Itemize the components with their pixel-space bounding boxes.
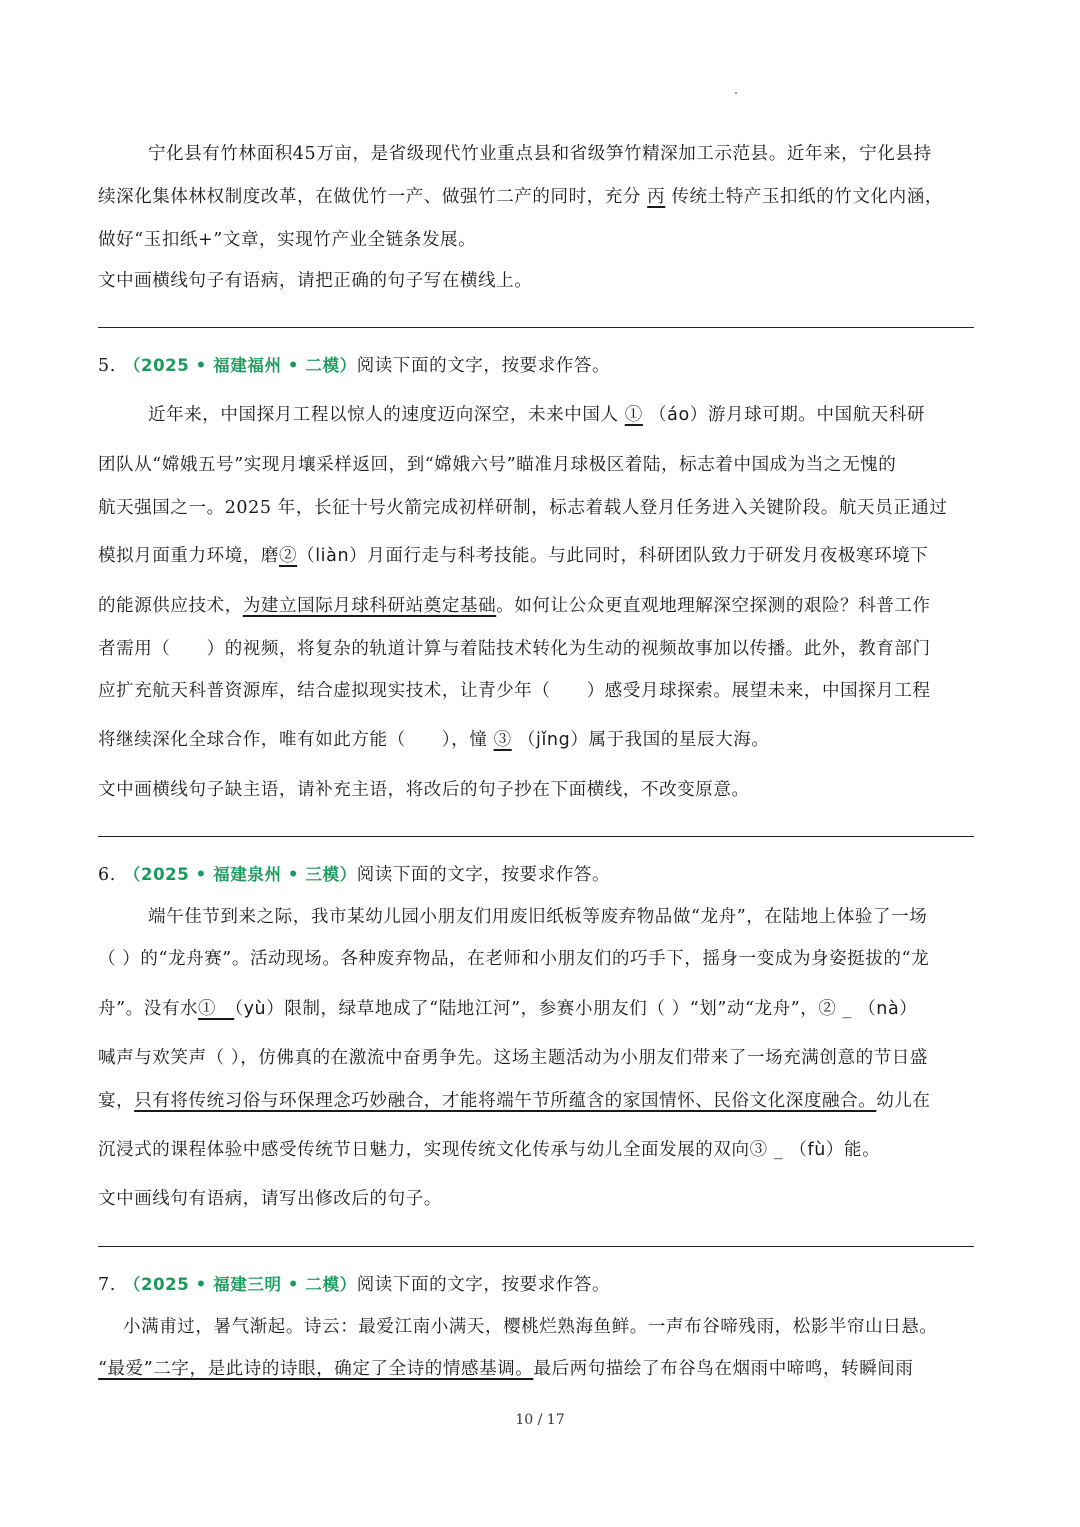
q6-text: 沉浸式的课程体验中感受传统节日魅力，实现传统文化传承与幼儿全面发展的双向③ _ xyxy=(98,1140,790,1160)
q6-line-4: 喊声与欢笑声（ ），仿佛真的在激流中奋勇争先。这场主题活动为小朋友们带来了一场充满创意的节日盛 xyxy=(98,1048,929,1068)
blank-underlined: 丙 xyxy=(647,187,666,207)
answer-line xyxy=(98,327,974,328)
intro-line-2 xyxy=(98,183,978,208)
q6-pinyin-1: （yù） xyxy=(234,999,285,1019)
q6-text: 限制，绿草地成了“陆地江河”，参赛小朋友们（ ）“划”动“龙舟”，② _ xyxy=(284,999,859,1019)
intro-line-3: 做好“玉扣纸+”文章，实现竹产业全链条发展。 xyxy=(98,230,477,250)
q5-source: （2025 • 福建福州 • 二模） xyxy=(123,356,357,375)
q6-text: 能。 xyxy=(844,1140,881,1160)
q7-text: 最后两句描绘了布谷鸟在烟雨中啼鸣，转瞬间雨 xyxy=(533,1359,914,1379)
q6-pinyin-2: （nà） xyxy=(858,999,918,1019)
intro-text: 续深化集体林权制度改革，在做优竹一产、做强竹二产的同时，充分 xyxy=(98,187,641,207)
q5-pinyin-2: （liàn） xyxy=(297,546,368,566)
q6-line-5 xyxy=(98,1087,978,1112)
q5-text: 模拟月面重力环境，磨 xyxy=(98,546,279,566)
q5-header xyxy=(98,352,610,377)
q5-line-5 xyxy=(98,592,978,617)
q6-text: 舟”。没有水 xyxy=(98,999,199,1019)
q5-text: 。如何让公众更直观地理解深空探测的艰险？科普工作 xyxy=(496,596,931,616)
q5-task: 文中画横线句子缺主语，请补充主语，将改后的句子抄在下面横线，不改变原意。 xyxy=(98,780,750,800)
q5-text: 游月球可期。中国航天科研 xyxy=(707,405,926,425)
q5-pinyin-1: （áo） xyxy=(649,405,708,425)
q7-header xyxy=(98,1271,610,1296)
intro-line-1: 宁化县有竹林面积45万亩，是省级现代竹业重点县和省级笋竹精深加工示范县。近年来，宁化县持 xyxy=(148,144,932,164)
answer-line xyxy=(98,1246,974,1247)
q5-line-3: 航天强国之一。2025 年，长征十号火箭完成初样研制，标志着载人登月任务进入关键阶段。航天员正通过 xyxy=(98,498,948,518)
q6-pinyin-3: （fù） xyxy=(789,1140,845,1160)
q7-instruction: 阅读下面的文字，按要求作答。 xyxy=(356,1275,611,1295)
q5-line-4 xyxy=(98,542,978,567)
q5-pinyin-3: （jǐng） xyxy=(517,730,589,750)
q6-line-3 xyxy=(98,995,978,1020)
intro-text: 传统土特产玉扣纸的竹文化内涵， xyxy=(671,187,943,207)
q5-text: 属于我国的星辰大海。 xyxy=(588,730,770,750)
answer-line xyxy=(98,836,974,837)
q5-line-1 xyxy=(148,401,978,426)
q6-header xyxy=(98,861,610,886)
intro-task: 文中画横线句子有语病，请把正确的句子写在横线上。 xyxy=(98,271,533,291)
q6-line-2: （ ）的“龙舟赛”。活动现场。各种废弃物品，在老师和小朋友们的巧手下，摇身一变成为身姿挺拔的“龙 xyxy=(98,949,930,969)
q5-blank-1: ① xyxy=(624,405,643,425)
page-number: 10 / 17 xyxy=(515,1412,565,1428)
q5-text: 的能源供应技术， xyxy=(98,596,243,616)
q5-underlined-sentence: 为建立国际月球科研站奠定基础 xyxy=(242,596,497,616)
q6-text: 宴， xyxy=(98,1091,135,1111)
q5-line-7: 应扩充航天科普资源库，结合虚拟现实技术，让青少年（ ）感受月球探索。展望未来，中国探月工程 xyxy=(98,681,931,701)
q5-text: 近年来，中国探月工程以惊人的速度迈向深空，未来中国人 xyxy=(148,405,625,425)
q5-line-6: 者需用（ ）的视频，将复杂的轨道计算与着陆技术转化为生动的视频故事加以传播。此外，教育部门 xyxy=(98,639,931,659)
q7-underlined-sentence: “最爱”二字，是此诗的诗眼，确定了全诗的情感基调。 xyxy=(98,1359,534,1379)
q5-blank-3: ③ xyxy=(493,730,512,750)
q6-task: 文中画线句有语病，请写出修改后的句子。 xyxy=(98,1189,442,1209)
q6-line-6 xyxy=(98,1136,978,1161)
q7-line-2 xyxy=(98,1355,978,1380)
q6-underlined-sentence: 只有将传统习俗与环保理念巧妙融合，才能将端午节所蕴含的家国情怀、民俗文化深度融合。 xyxy=(134,1091,877,1111)
q6-text: 幼儿在 xyxy=(876,1091,931,1111)
q5-line-2: 团队从“嫦娥五号”实现月壤采样返回，到“嫦娥六号”瞄准月球极区着陆，标志着中国成为当之无愧的 xyxy=(98,455,897,475)
stray-dot xyxy=(735,92,737,94)
q6-instruction: 阅读下面的文字，按要求作答。 xyxy=(356,865,611,885)
q5-number: 5. xyxy=(98,356,116,376)
q5-text: 将继续深化全球合作，唯有如此方能（ ），憧 xyxy=(98,730,494,750)
q7-source: （2025 • 福建三明 • 二模） xyxy=(123,1275,357,1294)
q5-blank-2: ② xyxy=(279,546,298,566)
q6-line-1: 端午佳节到来之际，我市某幼儿园小朋友们用废旧纸板等废弃物品做“龙舟”，在陆地上体验了一场 xyxy=(148,907,928,927)
q6-number: 6. xyxy=(98,865,116,885)
q5-text: 月面行走与科考技能。与此同时，科研团队致力于研发月夜极寒环境下 xyxy=(367,546,929,566)
q7-line-1: 小满甫过，暑气渐起。诗云：最爱江南小满天，樱桃烂熟海鱼鲜。一声布谷啼残雨，松影半帘山日悬。 xyxy=(123,1317,938,1337)
q7-number: 7. xyxy=(98,1275,116,1295)
q6-source: （2025 • 福建泉州 • 三模） xyxy=(123,865,357,884)
q5-line-8 xyxy=(98,726,978,751)
q6-blank-1: ① xyxy=(198,999,235,1019)
q5-instruction: 阅读下面的文字，按要求作答。 xyxy=(356,356,611,376)
